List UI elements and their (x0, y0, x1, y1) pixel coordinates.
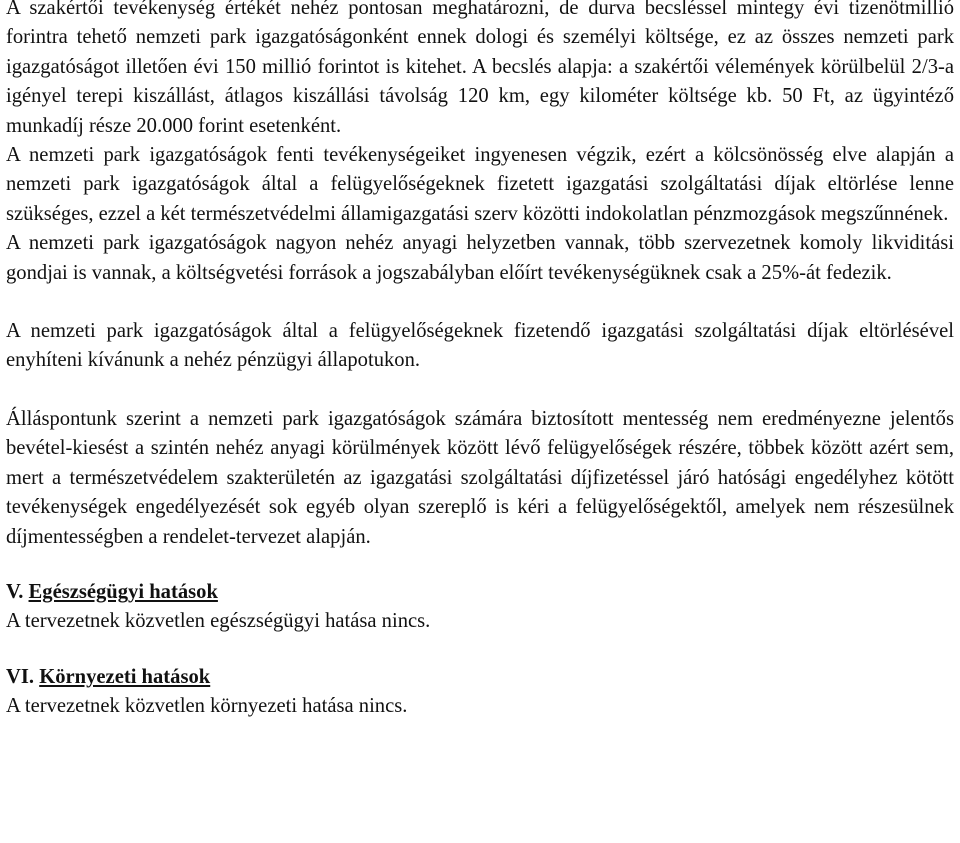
paragraph-reciprocity: A nemzeti park igazgatóságok fenti tevékenységeiket ingyenesen végzik, ezért a kölcsönösség elve alapján a nemzeti park igazgatóságok által a felügyelőségeknek fizetett igazgatási szolgáltatási díjak eltörlése lenne szükséges, ezzel a két természetvédelmi államigazgatási szerv közötti indokolatlan pénzmozgások megszűnnének. (6, 144, 954, 225)
section-text-health: A tervezetnek közvetlen egészségügyi hatása nincs. (6, 610, 431, 633)
section-number: V. (6, 580, 24, 603)
spacer (6, 637, 954, 663)
section-title: Környezeti hatások (39, 665, 211, 688)
section-title: Egészségügyi hatások (28, 580, 218, 603)
paragraph-position: Álláspontunk szerint a nemzeti park igazgatóságok számára biztosított mentesség nem eredményezne jelentős bevétel-kiesést a szintén nehéz anyagi körülmények között lévő felügyelőségek részére, többek között azért sem, mert a természetvédelem szakterületén az igazgatási szolgáltatási díjfizetéssel járó hatósági engedélyhez kötött tevékenységek engedélyezését sok egyéb olyan szereplő is kéri a felügyelőségektől, amelyek nem részesülnek díjmentességben a rendelet-tervezet alapján. (6, 407, 954, 548)
section-heading-health (6, 578, 954, 607)
spacer (6, 552, 954, 578)
spacer (6, 376, 954, 405)
section-text-environment: A tervezetnek közvetlen környezeti hatása nincs. (6, 695, 408, 718)
paragraph-financial-situation: A nemzeti park igazgatóságok nagyon nehéz anyagi helyzetben vannak, több szervezetnek komoly likviditási gondjai is vannak, a költségvetési források a jogszabályban előírt tevékenységüknek csak a 25%-át fedezik. (6, 232, 954, 284)
spacer (6, 288, 954, 317)
section-heading-environment (6, 663, 954, 692)
paragraph-fee-abolition: A nemzeti park igazgatóságok által a felügyelőségeknek fizetendő igazgatási szolgáltatási díjak eltörlésével enyhíteni kívánunk a nehéz pénzügyi állapotukon. (6, 320, 954, 372)
paragraph-cost-estimate: A szakértői tevékenység értékét nehéz pontosan meghatározni, de durva becsléssel mintegy évi tizenötmillió forintra tehető nemzeti park igazgatóságonként ennek dologi és személyi költsége, ez az összes nemzeti park igazgatóságot illetően évi 150 millió forintot is kitehet. A becslés alapja: a szakértői vélemények körülbelül 2/3-a igényel terepi kiszállást, átlagos kiszállási távolság 120 km, egy kilométer költsége kb. 50 Ft, az ügyintéző munkadíj része 20.000 forint esetenként. (6, 0, 954, 137)
section-number: VI. (6, 665, 35, 688)
